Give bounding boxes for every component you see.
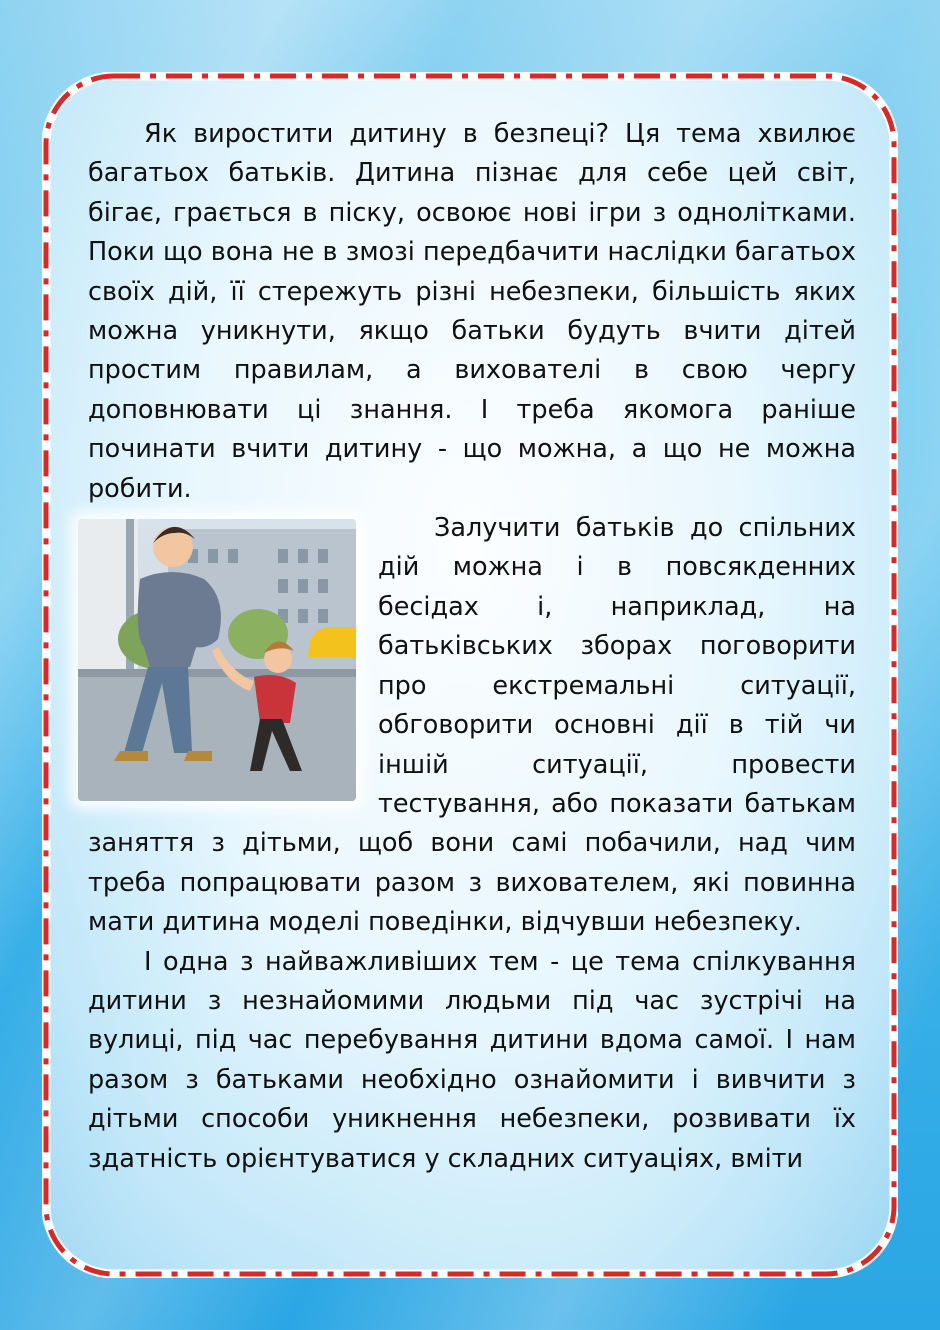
- paragraph-3: І одна з найважливіших тем - це тема спілкування дитини з незнайомими людьми під час зустрічі на вулиці, під час перебування дитини вдома самої. І нам разом з батьками необхідно ознайомити і вивчити з дітьми способи уникнення небезпеки, розвивати їх здатність орієнтуватися у складних ситуаціях, вміти: [88, 946, 856, 1174]
- paragraph-1: Як виростити дитину в безпеці? Ця тема хвилює багатьох батьків. Дитина пізнає для себе цей світ, бігає, грається в піску, освоює нові ігри з однолітками. Поки що вона не в змозі передбачити наслідки багатьох своїх дій, її стережуть різні небезпеки, більшість яких можна уникнути, якщо батьки будуть вчити дітей простим правилам, а вихователі в свою чергу доповнювати ці знання. І треба якомога раніше починати вчити дитину - що можна, а що не можна робити.: [88, 119, 856, 504]
- parent-child-illustration: [78, 519, 356, 801]
- paragraph-2: Залучити батьків до спільних дій можна і в повсякденних бесідах і, наприклад, на батьківських зборах поговорити про екстремальні ситуації, обговорити основні дії в тій чи іншій ситуації, провести тестування, або показати батькам заняття з дітьми, щоб вони самі побачили, над чим треба попрацювати разом з вихователем, які повинна мати дитина моделі поведінки, відчувши небезпеку.: [88, 513, 856, 938]
- article-body: [88, 115, 856, 1179]
